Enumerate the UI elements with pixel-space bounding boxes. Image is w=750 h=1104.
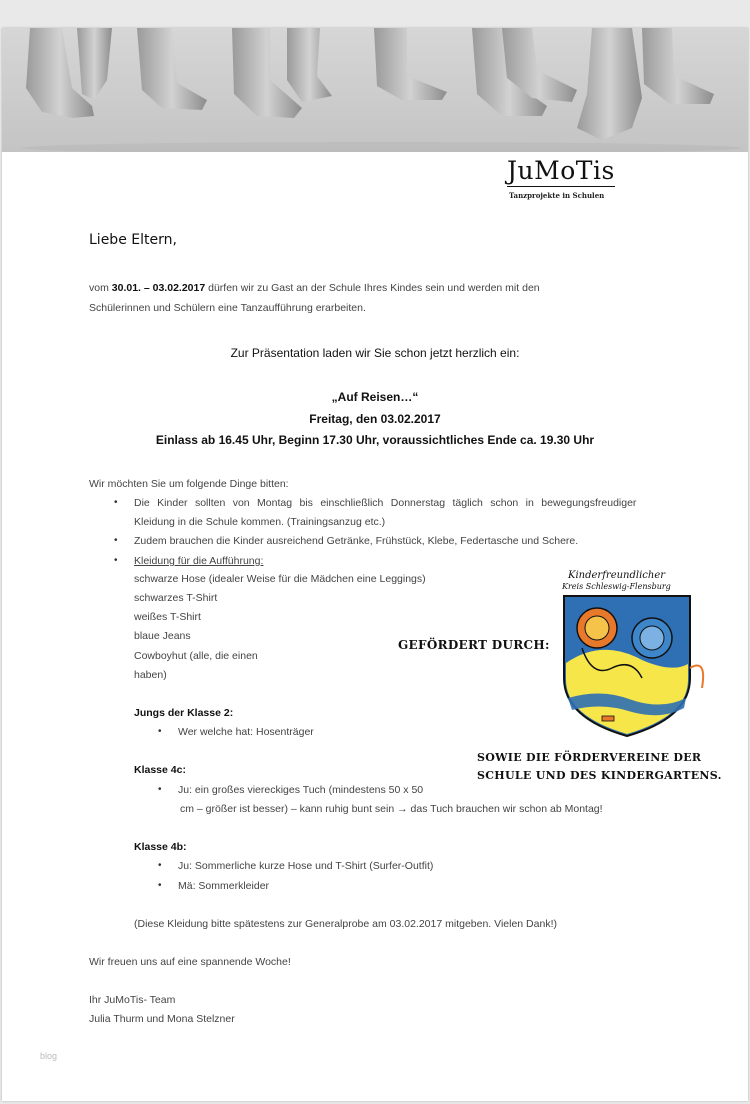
document-page <box>2 28 748 1101</box>
group-3-item-1: Ju: Sommerliche kurze Hose und T-Shirt (Surfer-Outfit) <box>178 860 434 872</box>
intro-line-2: Schülerinnen und Schülern eine Tanzaufführung erarbeiten. <box>89 302 366 314</box>
bullet-dot: • <box>158 880 162 891</box>
sponsor-label: GEFÖRDERT DURCH: <box>398 638 550 652</box>
crest-text-1: Kinderfreundlicher <box>568 570 666 581</box>
intro-suffix: dürfen wir zu Gast an der Schule Ihres Kindes sein und werden mit den <box>205 282 540 294</box>
clothing-item: blaue Jeans <box>134 630 191 642</box>
watermark: blog <box>40 1051 58 1061</box>
intro-line-1 <box>89 282 540 294</box>
clothing-item: weißes T-Shirt <box>134 611 201 623</box>
clothing-item: haben) <box>134 669 167 681</box>
intro-dates: 30.01. – 03.02.2017 <box>111 282 206 294</box>
bullet-dot: • <box>114 535 118 546</box>
header-photo-feet <box>2 28 748 152</box>
event-title: „Auf Reisen…“ <box>331 390 419 404</box>
clothing-item: Cowboyhut (alle, die einen <box>134 650 258 662</box>
bullet-dot: • <box>114 555 118 566</box>
deadline-note: (Diese Kleidung bitte spätestens zur Generalprobe am 03.02.2017 mitgeben. Vielen Dank!) <box>134 918 557 930</box>
bullet-1-line-1: Die Kinder sollten von Montag bis einschließlich Donnerstag täglich schon in bewegungsfreudiger <box>134 497 637 509</box>
clothing-item: schwarze Hose (idealer Weise für die Mädchen eine Leggings) <box>134 573 426 585</box>
signature-team: Ihr JuMoTis- Team <box>89 994 176 1006</box>
intro-prefix: vom <box>89 282 112 294</box>
group-3-title: Klasse 4b: <box>134 841 187 853</box>
bullet-2: Zudem brauchen die Kinder ausreichend Getränke, Frühstück, Klebe, Federtasche und Schere. <box>134 535 579 547</box>
clothing-item: schwarzes T-Shirt <box>134 592 218 604</box>
invite-line: Zur Präsentation laden wir Sie schon jetzt herzlich ein: <box>230 346 520 360</box>
brand-logo <box>507 156 617 200</box>
request-intro: Wir möchten Sie um folgende Dinge bitten: <box>89 478 289 490</box>
group-3-item-2: Mä: Sommerkleider <box>178 880 270 892</box>
bullet-dot: • <box>158 860 162 871</box>
greeting: Liebe Eltern, <box>89 232 177 248</box>
closing-line: Wir freuen uns auf eine spannende Woche! <box>89 956 291 968</box>
bullet-3-heading: Kleidung für die Aufführung: <box>134 555 264 567</box>
group-1-item: Wer welche hat: Hosenträger <box>178 726 314 738</box>
group-2-item-line-2: cm – größer ist besser) – kann ruhig bunt sein → das Tuch brauchen wir schon ab Montag! <box>180 803 603 815</box>
signature-names: Julia Thurm und Mona Stelzner <box>89 1013 235 1025</box>
group-1-title: Jungs der Klasse 2: <box>134 707 234 719</box>
event-date: Freitag, den 03.02.2017 <box>309 412 441 426</box>
brand-title: JuMoTis <box>507 156 615 185</box>
crest-text-2: Kreis Schleswig-Flensburg <box>562 582 671 591</box>
group-2-item-line-1: Ju: ein großes viereckiges Tuch (mindestens 50 x 50 <box>178 784 424 796</box>
bullet-1-line-2: Kleidung in die Schule kommen. (Trainingsanzug etc.) <box>134 516 386 528</box>
bullet-dot: • <box>114 497 118 508</box>
event-times: Einlass ab 16.45 Uhr, Beginn 17.30 Uhr, voraussichtliches Ende ca. 19.30 Uhr <box>155 433 595 447</box>
bullet-dot: • <box>158 726 162 737</box>
crest-logo <box>542 568 712 743</box>
brand-subtitle: Tanzprojekte in Schulen <box>509 191 605 200</box>
group-2-title: Klasse 4c: <box>134 764 186 776</box>
bullet-dot: • <box>158 784 162 795</box>
sponsor-also-1: SOWIE DIE FÖRDERVEREINE DER <box>477 751 702 764</box>
sponsor-also-2: SCHULE UND DES KINDERGARTENS. <box>477 769 722 782</box>
